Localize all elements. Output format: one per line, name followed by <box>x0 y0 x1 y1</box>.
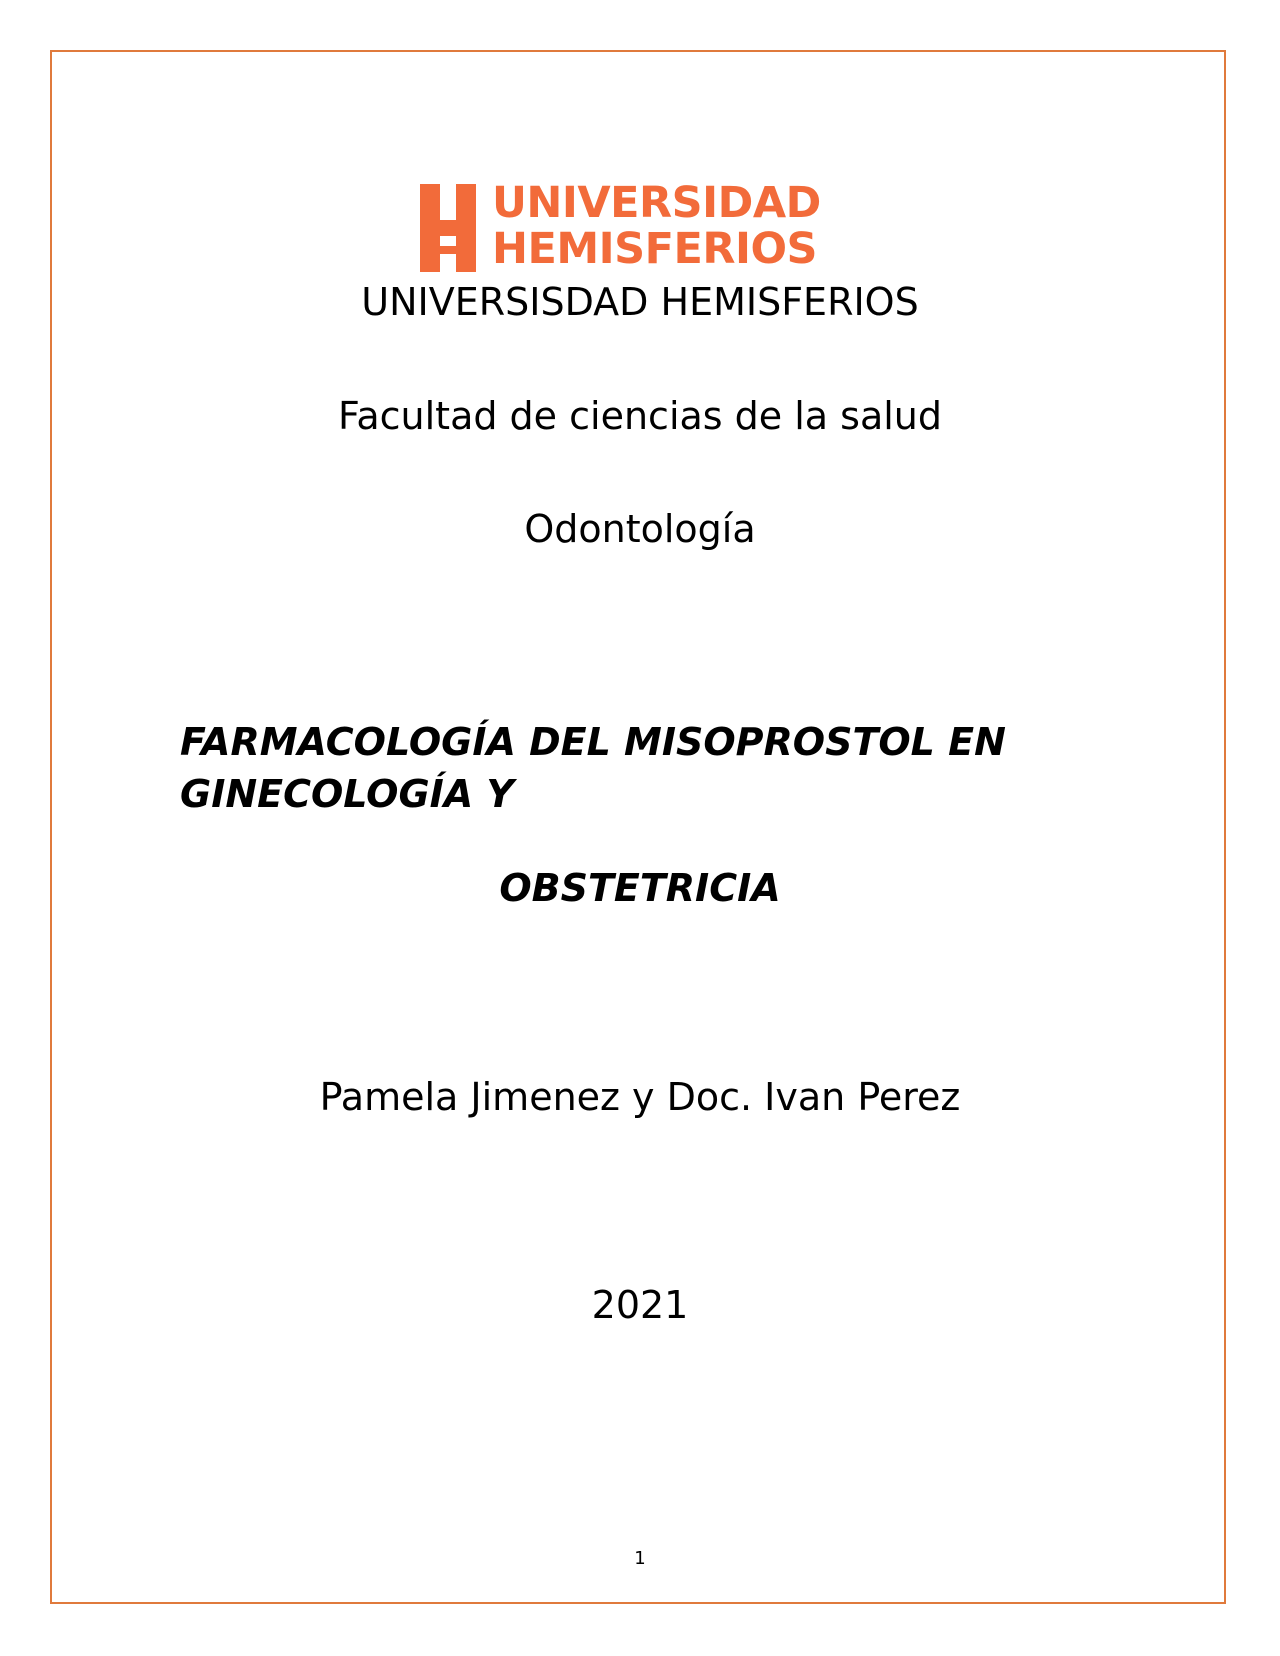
title-line-1b: GINECOLOGÍA Y <box>180 772 514 816</box>
faculty-name: Facultad de ciencias de la salud <box>337 394 943 438</box>
university-name: UNIVERSISDAD HEMISFERIOS <box>361 280 919 324</box>
university-logo <box>420 178 860 274</box>
university-h-logo-icon <box>420 184 476 272</box>
year: 2021 <box>591 1283 689 1327</box>
program-name: Odontología <box>524 507 756 551</box>
logo-wordmark <box>492 180 821 272</box>
authors: Pamela Jimenez y Doc. Ivan Perez <box>319 1075 961 1119</box>
page-number: 1 <box>634 1548 646 1569</box>
document-title <box>180 716 1006 820</box>
logo-word-universidad: UNIVERSIDAD <box>492 178 821 228</box>
title-line-2: OBSTETRICIA <box>499 866 781 910</box>
title-line-1: FARMACOLOGÍA DEL MISOPROSTOL EN <box>180 720 1006 764</box>
logo-word-hemisferios: HEMISFERIOS <box>492 224 817 274</box>
